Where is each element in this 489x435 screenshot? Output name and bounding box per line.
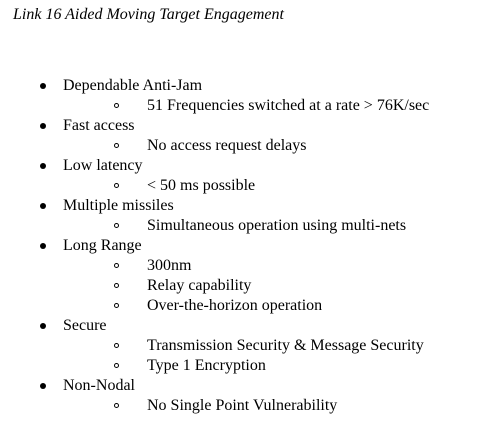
sub-bullet-label: Transmission Security & Message Security: [147, 337, 424, 354]
sub-bullet-label: Type 1 Encryption: [147, 357, 266, 374]
bullet-item-non-nodal: [0, 376, 489, 396]
sub-bullet-item: [0, 336, 489, 356]
sub-bullet-item: [0, 216, 489, 236]
hollow-circle-icon: [114, 343, 119, 348]
bullet-item-secure: [0, 316, 489, 336]
sub-bullet-label: Relay capability: [147, 277, 252, 294]
bullet-label: Secure: [63, 317, 107, 334]
bullet-dot-icon: [40, 83, 46, 89]
hollow-circle-icon: [114, 223, 119, 228]
sub-bullet-label: Over-the-horizon operation: [147, 297, 323, 314]
bullet-label: Dependable Anti-Jam: [63, 77, 203, 94]
bullet-item-multiple-missiles: [0, 196, 489, 216]
bullet-dot-icon: [40, 323, 46, 329]
sub-bullet-item: [0, 396, 489, 416]
bullet-dot-icon: [40, 123, 46, 129]
hollow-circle-icon: [114, 363, 119, 368]
bullet-label: Fast access: [63, 117, 135, 134]
sub-bullet-label: < 50 ms possible: [147, 177, 256, 194]
bullet-label: Low latency: [63, 157, 143, 174]
sub-bullet-label: No Single Point Vulnerability: [147, 397, 338, 414]
bullet-dot-icon: [40, 163, 46, 169]
hollow-circle-icon: [114, 283, 119, 288]
hollow-circle-icon: [114, 183, 119, 188]
bullet-list: [0, 76, 489, 416]
hollow-circle-icon: [114, 103, 119, 108]
sub-bullet-item: [0, 296, 489, 316]
hollow-circle-icon: [114, 143, 119, 148]
bullet-label: Long Range: [63, 237, 142, 254]
bullet-dot-icon: [40, 383, 46, 389]
sub-bullet-item: [0, 96, 489, 116]
bullet-item-dependable-anti-jam: [0, 76, 489, 96]
sub-bullet-label: No access request delays: [147, 137, 307, 154]
hollow-circle-icon: [114, 263, 119, 268]
bullet-dot-icon: [40, 243, 46, 249]
bullet-label: Non-Nodal: [63, 377, 135, 394]
bullet-item-long-range: [0, 236, 489, 256]
bullet-label: Multiple missiles: [63, 197, 174, 214]
sub-bullet-label: Simultaneous operation using multi-nets: [147, 217, 407, 234]
sub-bullet-item: [0, 276, 489, 296]
sub-bullet-item: [0, 176, 489, 196]
sub-bullet-item: [0, 136, 489, 156]
bullet-item-fast-access: [0, 116, 489, 136]
bullet-item-low-latency: [0, 156, 489, 176]
document-title: Link 16 Aided Moving Target Engagement: [13, 6, 284, 23]
sub-bullet-item: [0, 256, 489, 276]
sub-bullet-item: [0, 356, 489, 376]
hollow-circle-icon: [114, 403, 119, 408]
hollow-circle-icon: [114, 303, 119, 308]
bullet-dot-icon: [40, 203, 46, 209]
sub-bullet-label: 300nm: [147, 257, 192, 274]
sub-bullet-label: 51 Frequencies switched at a rate > 76K/sec: [147, 97, 430, 114]
